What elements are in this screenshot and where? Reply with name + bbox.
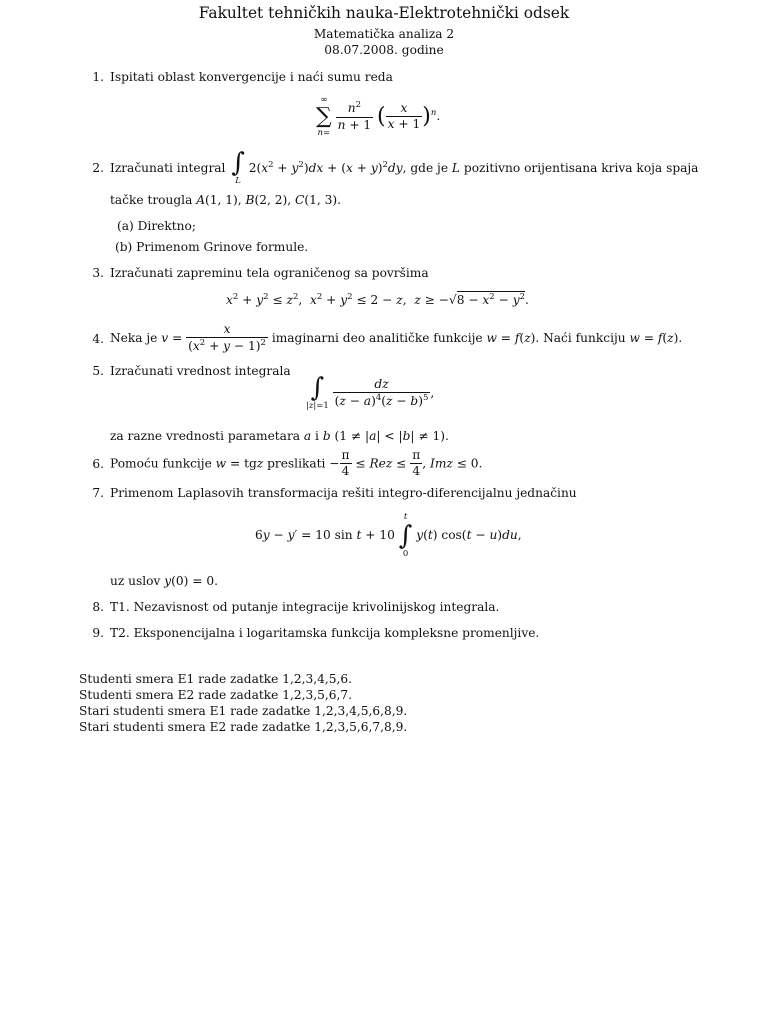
problem-3-text: Izračunati zapreminu tela ograničenog sa površima (110, 266, 429, 280)
problem-4-text: Neka je v = $\frac{x}{(x^2 + y - 1)^2}$ imaginarni deo analitičke funkcije w = f(z). Naći funkciju w = f(z). (110, 322, 683, 354)
course-name: Matematička analiza 2 (313, 27, 455, 41)
document-title: Fakultet tehničkih nauka-Elektrotehnički odsek (198, 4, 570, 22)
problem-2-number: 2. (92, 161, 104, 175)
problem-5-formula: ∫ |z|=1 $\frac{dz}{(z - a)^4(z - b)^5}$ , (306, 373, 435, 411)
problem-5-number: 5. (92, 364, 104, 378)
problem-7-condition: uz uslov y(0) = 0. (110, 574, 218, 588)
note-line: Studenti smera E2 rade zadatke 1,2,3,5,6,7. (79, 688, 353, 702)
problem-1-number: 1. (92, 70, 104, 84)
note-line: Stari studenti smera E2 rade zadatke 1,2,3,5,6,7,8,9. (79, 720, 408, 734)
note-line: Stari studenti smera E1 rade zadatke 1,2,3,4,5,6,8,9. (79, 704, 408, 718)
problem-5-text: Izračunati vrednost integrala (110, 364, 291, 378)
problem-8-number: 8. (92, 600, 104, 614)
problem-7-formula: 6y − y′ = 10 sin t + 10 t ∫ 0 y(t) cos(t − u)du, (255, 512, 522, 559)
problem-4-number: 4. (92, 332, 104, 346)
problem-3-number: 3. (92, 266, 104, 280)
problem-9-number: 9. (92, 626, 104, 640)
problem-9-text: T2. Eksponencijalna i logaritamska funkcija kompleksne promenljive. (110, 626, 540, 640)
problem-3-formula: $x^2 + y^2 \le z^2$, $x^2 + y^2 \le 2 - z$, $z \ge -√8 - x^2 - y^2$. (226, 292, 529, 308)
problem-5-condition: za razne vrednosti parametara a i b (1 ≠ |a| < |b| ≠ 1). (110, 429, 449, 443)
problem-2-subtask-b: (b) Primenom Grinove formule. (115, 240, 309, 254)
problem-8-text: T1. Nezavisnost od putanje integracije krivolinijskog integrala. (110, 600, 500, 614)
problem-1-text: Ispitati oblast konvergencije i naći sumu reda (110, 70, 393, 84)
problem-2-line2: tačke trougla A(1, 1), B(2, 2), C(1, 3). (110, 193, 341, 207)
problem-6-text: Pomoću funkcije w = tgz preslikati − $\frac{\pi}{4}$ ≤ Rez ≤ $\frac{\pi}{4}$ , Imz ≤ 0. (110, 448, 483, 479)
problem-6-number: 6. (92, 457, 104, 471)
exam-date: 08.07.2008. godine (324, 43, 444, 57)
problem-1-formula: ∞ ∑ n= $\frac{n^2}{n + 1}$ ( $\frac{x}{x + 1}$ )$^n$. (316, 95, 441, 138)
problem-2-line1: Izračunati integral ∫ L $2(x^2 + y^2)dx + (x + y)^2dy$, gde je L pozitivno orijentisana kriva koja spaja (110, 148, 699, 186)
problem-2-subtask-a: (a) Direktno; (117, 219, 196, 233)
note-line: Studenti smera E1 rade zadatke 1,2,3,4,5,6. (79, 672, 353, 686)
problem-7-text: Primenom Laplasovih transformacija rešiti integro-diferencijalnu jednačinu (110, 486, 577, 500)
problem-7-number: 7. (92, 486, 104, 500)
